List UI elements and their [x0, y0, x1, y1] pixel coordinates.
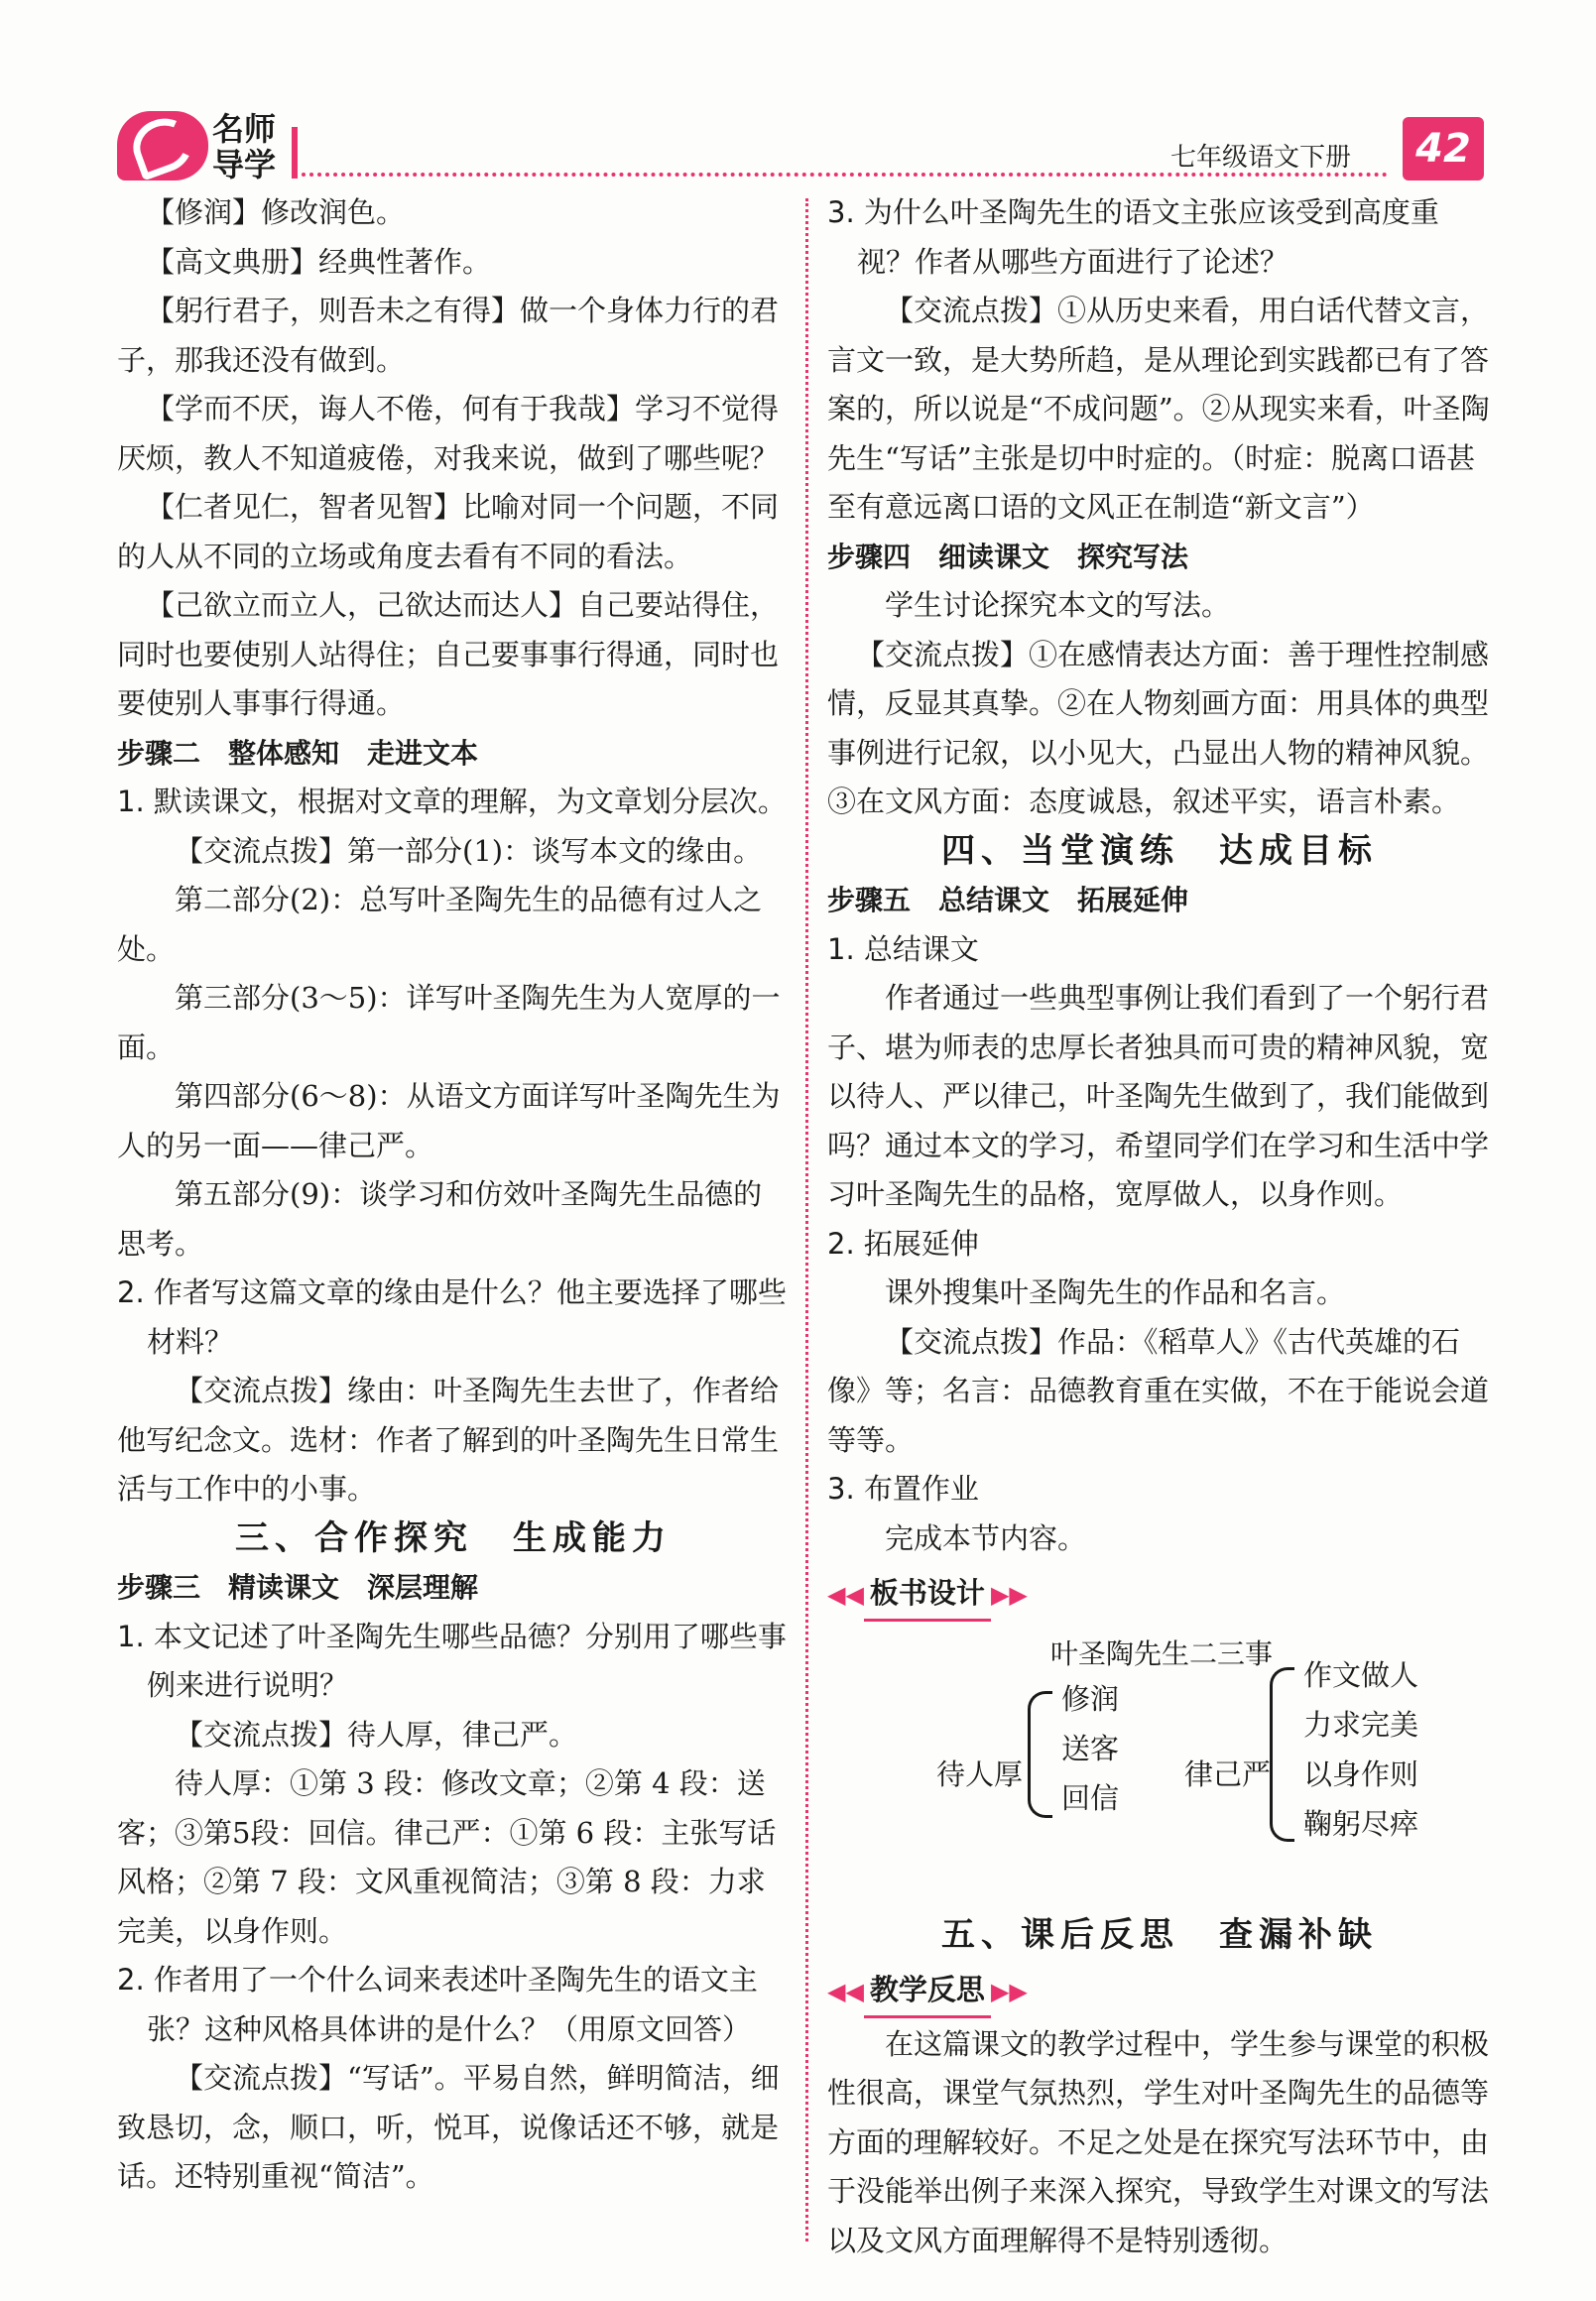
brace-right	[1270, 1667, 1294, 1842]
chevron-left-icon: ◀◀	[827, 1580, 864, 1609]
paragraph: 课外搜集叶圣陶先生的作品和名言。	[885, 1275, 1346, 1309]
term-definition: 【学而不厌，诲人不倦，何有于我哉】学习不觉得厌烦，教人不知道疲倦，对我来说，做到了哪些呢？	[117, 392, 780, 475]
page-number: 42	[1403, 117, 1484, 181]
answer: 【交流点拨】“写话”。平易自然，鲜明简洁，细致恳切，念，顺口，听，悦耳，说像话还不够，就是话。还特别重视“简洁”。	[117, 2061, 780, 2193]
question: 2. 作者用了一个什么词来表述叶圣陶先生的语文主张？这种风格具体讲的是什么？（用原文回答）	[117, 1963, 758, 2046]
term-definition: 【高文典册】经典性著作。	[146, 244, 492, 279]
answer: 【交流点拨】第一部分(1)：谈写本文的缘由。	[175, 833, 763, 868]
step-heading: 步骤四 细读课文 探究写法	[827, 540, 1189, 573]
board-right-item: 鞠躬尽瘁	[1303, 1806, 1419, 1841]
board-left-head: 待人厚	[936, 1756, 1024, 1791]
brand-line2: 导学	[212, 146, 277, 183]
board-left-item: 修润	[1061, 1681, 1120, 1716]
sub-heading: 3. 布置作业	[827, 1472, 979, 1506]
term-definition: 【躬行君子，则吾未之有得】做一个身体力行的君子，那我还没有做到。	[117, 294, 780, 377]
sub-heading: 1. 总结课文	[827, 931, 979, 966]
teaching-reflection-label: ◀◀ 教学反思 ▶▶	[827, 1966, 1028, 2018]
question: 2. 作者写这篇文章的缘由是什么？他主要选择了哪些材料？	[117, 1275, 787, 1359]
board-right-item: 力求完美	[1303, 1707, 1419, 1742]
answer: 待人厚：①第 3 段：修改文章；②第 4 段：送客；③第5段：回信。律己严：①第 6 段：主张写话风格；②第 7 段：文风重视简洁；③第 8 段：力求完美，以身作则。	[117, 1766, 777, 1948]
answer: 【交流点拨】待人厚，律己严。	[175, 1717, 578, 1752]
question: 1. 本文记述了叶圣陶先生哪些品德？分别用了哪些事例来进行说明？	[117, 1619, 787, 1702]
section-heading: 五、课后反思 查漏补缺	[941, 1914, 1378, 1955]
chevron-left-icon: ◀◀	[827, 1977, 864, 2005]
question: 3. 为什么叶圣陶先生的语文主张应该受到高度重视？作者从哪些方面进行了论述？	[827, 195, 1439, 279]
answer: 第三部分(3～5)：详写叶圣陶先生为人宽厚的一面。	[117, 981, 781, 1064]
board-design-label: ◀◀ 板书设计 ▶▶	[827, 1569, 1028, 1622]
step-heading: 步骤五 总结课文 拓展延伸	[827, 884, 1189, 916]
chevron-right-icon: ▶▶	[990, 1580, 1028, 1609]
column-divider	[805, 198, 808, 2241]
board-left-item: 回信	[1061, 1780, 1120, 1815]
brand-logo-icon	[117, 111, 208, 181]
term-definition: 【仁者见仁，智者见智】比喻对同一个问题，不同的人从不同的立场或角度去看有不同的看法。	[117, 490, 780, 573]
answer: 【交流点拨】缘由：叶圣陶先生去世了，作者给他写纪念文。选材：作者了解到的叶圣陶先生日常生活与工作中的小事。	[117, 1374, 780, 1506]
answer: 第四部分(6～8)：从语文方面详写叶圣陶先生为人的另一面——律己严。	[117, 1079, 781, 1162]
brace-left	[1028, 1691, 1052, 1818]
chevron-right-icon: ▶▶	[990, 1977, 1028, 2005]
paragraph: 作者通过一些典型事例让我们看到了一个躬行君子、堪为师表的忠厚长者独具而可贵的精神风貌，宽以待人、严以律己，叶圣陶先生做到了，我们能做到吗？通过本文的学习，希望同学们在学习和生活中学习叶圣陶先生的品格，宽厚做人，以身作则。	[827, 981, 1490, 1211]
board-right-head: 律己严	[1184, 1756, 1272, 1791]
section-heading: 三、合作探究 生成能力	[235, 1517, 672, 1558]
book-title: 七年级语文下册	[1170, 143, 1352, 173]
term-definition: 【己欲立而立人，己欲达而达人】自己要站得住，同时也要使别人站得住；自己要事事行得通，同时也要使别人事事行得通。	[117, 588, 780, 720]
sub-heading: 2. 拓展延伸	[827, 1226, 979, 1261]
board-diagram	[827, 1624, 1492, 1911]
board-right-item: 作文做人	[1303, 1657, 1419, 1692]
answer: 【交流点拨】作品：《稻草人》《古代英雄的石像》等；名言：品德教育重在实做，不在于能说会道等等。	[827, 1324, 1490, 1457]
answer: 第五部分(9)：谈学习和仿效叶圣陶先生品德的思考。	[117, 1177, 763, 1261]
board-left-item: 送客	[1061, 1731, 1120, 1765]
paragraph: 在这篇课文的教学过程中，学生参与课堂的积极性很高，课堂气氛热烈，学生对叶圣陶先生的品德等方面的理解较好。不足之处是在探究写法环节中，由于没能举出例子来深入探究，导致学生对课文的写法以及文风方面理解得不是特别透彻。	[827, 2026, 1490, 2257]
right-column	[827, 188, 1492, 2265]
answer: 【交流点拨】①从历史来看，用白话代替文言，言文一致，是大势所趋，是从理论到实践都已有了答案的，所以说是“不成问题”。②从现实来看，叶圣陶先生“写话”主张是切中时症的。（时症：脱离口语甚至有意远离口语的文风正在制造“新文言”）	[827, 294, 1490, 524]
page-header	[0, 0, 1596, 188]
left-column	[117, 188, 790, 2202]
paragraph: 完成本节内容。	[885, 1520, 1087, 1555]
question: 1. 默读课文，根据对文章的理解，为文章划分层次。	[117, 785, 787, 818]
section-heading: 四、当堂演练 达成目标	[941, 830, 1378, 871]
step-heading: 步骤二 整体感知 走进文本	[117, 736, 479, 770]
brand-line1: 名师	[212, 110, 277, 148]
board-right-item: 以身作则	[1303, 1756, 1419, 1791]
logo-divider	[292, 127, 298, 179]
paragraph: 学生讨论探究本文的写法。	[885, 588, 1231, 622]
answer: 第二部分(2)：总写叶圣陶先生的品德有过人之处。	[117, 883, 763, 966]
term-definition: 【修润】修改润色。	[146, 195, 406, 229]
board-title: 叶圣陶先生二三事	[1050, 1636, 1274, 1670]
brand-logo-text	[212, 111, 292, 182]
answer: 【交流点拨】①在感情表达方面：善于理性控制感情，反显其真挚。②在人物刻画方面：用具体的典型事例进行记叙，以小见大，凸显出人物的精神风貌。③在文风方面：态度诚恳，叙述平实，语言朴素。	[827, 637, 1490, 818]
step-heading: 步骤三 精读课文 深层理解	[117, 1571, 479, 1604]
